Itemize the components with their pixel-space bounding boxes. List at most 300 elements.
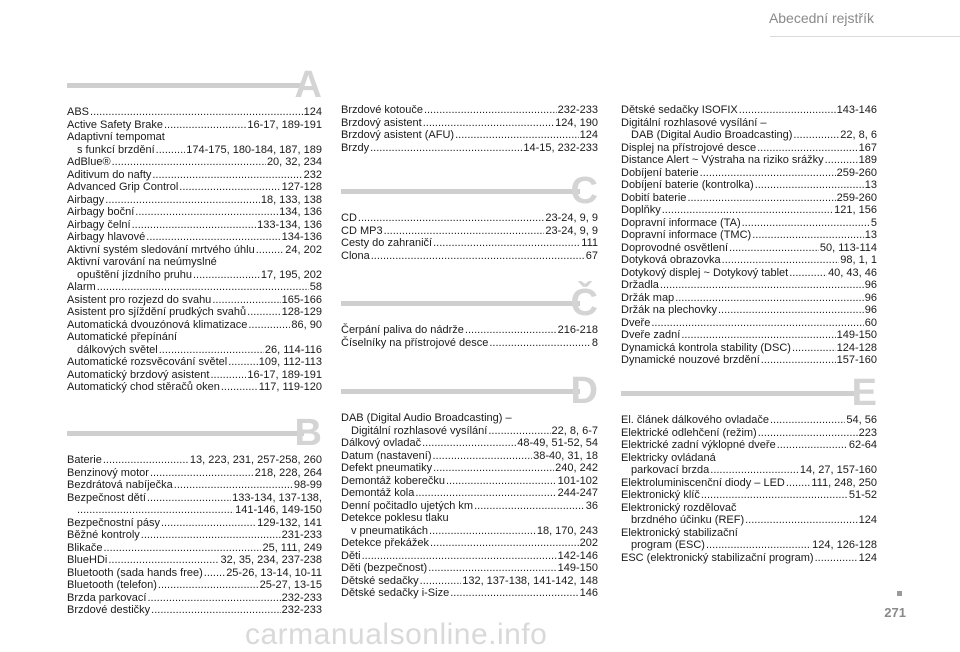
entry-term: program (ESC) [631, 539, 705, 551]
entry-pages: 157-160 [836, 354, 877, 366]
entry-term: Dětské sedačky [341, 574, 419, 587]
entry-pages: 223 [858, 426, 877, 439]
dot-leader [112, 156, 266, 169]
index-entry [341, 324, 598, 337]
dot-leader [687, 192, 835, 205]
entry-pages: 96 [864, 291, 877, 304]
entry-pages: 86, 90 [291, 318, 322, 331]
entry-pages: 202 [579, 537, 598, 549]
entry-pages: 133-134, 137-138, [232, 491, 322, 504]
entry-pages: 13 [864, 229, 877, 241]
entry-term: Clona [341, 249, 370, 262]
index-entry [621, 129, 877, 142]
entry-term: Dynamická kontrola stability (DSC) [621, 341, 791, 354]
dot-leader [681, 329, 835, 342]
dot-leader [221, 381, 258, 394]
entry-term: Asistent pro rozjezd do svahu [67, 293, 212, 306]
section-bar [341, 389, 580, 394]
index-entry [341, 500, 598, 513]
index-entry [67, 244, 322, 257]
entry-pages: 13, 223, 231, 257-258, 260 [189, 454, 322, 466]
entry-pages: 50, 113-114 [819, 241, 877, 254]
entry-term: Automatický chod stěračů oken [67, 381, 220, 393]
entry-pages: 127-128 [281, 181, 322, 193]
entries-b2 [341, 104, 598, 154]
dot-leader [362, 550, 557, 563]
dot-leader [489, 337, 591, 350]
dot-leader [792, 342, 836, 355]
entry-term: Elektronický stabilizační [621, 526, 738, 539]
entry-pages: 124 [858, 551, 877, 564]
index-entry [341, 425, 598, 438]
index-entry [621, 167, 877, 180]
entry-pages: 124 [579, 129, 598, 141]
section-head-c [341, 168, 598, 212]
dot-leader [465, 324, 557, 337]
index-entry [621, 354, 877, 367]
entry-pages: 14-15, 232-233 [523, 141, 598, 154]
index-entry [67, 294, 322, 307]
index-entry [341, 475, 598, 488]
index-entry [341, 412, 598, 425]
dot-leader [147, 492, 231, 505]
index-entry [67, 381, 322, 394]
entry-pages: 5 [870, 216, 877, 229]
dot-leader [146, 231, 280, 244]
entry-term: Držák map [621, 291, 675, 304]
entry-pages: 141-146, 149-150 [235, 504, 322, 516]
dot-leader [204, 567, 225, 580]
dot-leader [675, 292, 864, 305]
index-entry [621, 427, 877, 440]
entry-term: Dotyková obrazovka [621, 254, 721, 266]
entry-pages: 23-24, 9, 9 [545, 212, 598, 224]
column-e [621, 370, 877, 564]
dot-leader [651, 317, 863, 330]
entry-pages: 17, 195, 202 [260, 268, 322, 281]
entry-term: Airbagy hlavové [67, 231, 146, 243]
dot-leader [432, 450, 532, 463]
dot-leader [660, 279, 864, 292]
index-entry [67, 219, 322, 232]
entry-pages: 22, 8, 6 [840, 129, 877, 141]
index-entry [621, 142, 877, 155]
entry-term: Datum (nastavení) [341, 449, 432, 462]
index-entry [67, 281, 322, 294]
dot-leader [430, 537, 579, 550]
entry-pages: 25-27, 13-15 [259, 579, 322, 591]
dot-leader [825, 154, 858, 167]
index-entry [67, 492, 322, 505]
dot-leader [77, 504, 234, 517]
dot-leader [159, 344, 264, 357]
entry-pages: 232 [303, 168, 322, 181]
entry-pages: 231-233 [281, 529, 322, 541]
entry-term: Cesty do zahraničí [341, 237, 433, 249]
entry-term: Automatický brzdový asistent [67, 368, 210, 381]
index-entry [621, 514, 877, 527]
entry-term: Elektronický rozdělovač [621, 501, 737, 514]
dot-leader [424, 104, 557, 117]
dot-leader [371, 250, 585, 263]
entry-term: Elektrické zadní výklopné dveře [621, 439, 776, 451]
index-entry [341, 142, 598, 155]
index-entry [67, 131, 322, 144]
column-d2 [621, 104, 877, 367]
entry-term: ABS [67, 106, 90, 118]
entry-term: Dětské sedačky ISOFIX [621, 104, 738, 116]
entry-term: Automatické přepínání [67, 331, 178, 343]
dot-leader [152, 169, 302, 182]
entry-pages: 124, 190 [555, 116, 598, 129]
index-entry [341, 575, 598, 588]
entry-term: Automatické rozsvěcování světel [67, 356, 228, 368]
index-entry [621, 104, 877, 117]
column-a [67, 62, 322, 394]
dot-leader [710, 464, 799, 477]
dot-leader [135, 206, 278, 219]
entry-pages: 96 [864, 279, 877, 291]
dot-leader [474, 500, 585, 513]
dot-leader [132, 219, 257, 232]
entry-pages: 149-150 [557, 562, 598, 574]
entry-term: Demontáž kola [341, 487, 415, 499]
entry-term: DAB (Digital Audio Broadcasting) – [341, 412, 512, 424]
entry-term: Bezpečnost dětí [67, 491, 146, 504]
entries-b [67, 454, 322, 617]
index-entry [621, 539, 877, 552]
dot-leader [164, 119, 246, 132]
dot-leader [722, 254, 840, 267]
index-entry [341, 550, 598, 563]
entry-pages: 26, 114-116 [264, 343, 322, 356]
dot-leader [156, 144, 186, 157]
column-b [67, 410, 322, 617]
entry-pages: 189 [858, 154, 877, 166]
entry-term: dálkových světel [77, 343, 158, 356]
entry-pages: 240, 242 [555, 462, 598, 474]
index-entry [621, 154, 877, 167]
entry-term: Elektrické odlehčení (režim) [621, 426, 757, 439]
entry-pages: 60 [864, 316, 877, 329]
section-letter-b: B [294, 412, 322, 454]
entry-term: brzdného účinku (REF) [631, 514, 745, 526]
index-entry [621, 489, 877, 502]
entry-term: Advanced Grip Control [67, 181, 179, 193]
index-entry [621, 552, 877, 565]
index-entry [67, 529, 322, 542]
index-entry [341, 117, 598, 130]
index-entry [67, 604, 322, 617]
entry-pages: 16-17, 189-191 [247, 118, 322, 131]
index-entry [621, 329, 877, 342]
index-entry [67, 256, 322, 269]
index-entry [621, 179, 877, 192]
index-entry [67, 542, 322, 555]
dot-leader [429, 525, 536, 538]
dot-leader [256, 244, 285, 257]
section-bar [621, 391, 859, 396]
dot-leader [450, 587, 578, 600]
entry-term: Aktivní systém sledování mrtvého úhlu [67, 243, 255, 256]
entry-pages: 25-26, 13-14, 10-11 [226, 566, 322, 579]
entry-term: parkovací brzda [631, 464, 710, 476]
dot-leader [108, 554, 219, 567]
entry-term: Airbagy [67, 193, 105, 206]
index-entry [67, 479, 322, 492]
index-entry [621, 267, 877, 280]
dot-leader [103, 454, 189, 467]
entry-pages: 8 [591, 336, 598, 349]
entry-pages: 167 [858, 141, 877, 154]
entry-term: v pneumatikách [351, 524, 429, 537]
index-entry [67, 331, 322, 344]
dot-leader [786, 477, 810, 490]
entry-pages: 25, 111, 249 [262, 541, 322, 554]
index-entry [341, 337, 598, 350]
entry-pages: 62-64 [848, 439, 877, 451]
entry-term: Baterie [67, 454, 102, 466]
entry-term: Děti (bezpečnost) [341, 562, 428, 574]
index-entry [621, 464, 877, 477]
dot-leader [701, 489, 848, 502]
entry-pages: 58 [309, 281, 322, 293]
index-entry [67, 306, 322, 319]
entry-term: CD [341, 212, 357, 224]
entry-term: Elektroluminiscenční diody – LED [621, 476, 785, 489]
dot-leader [415, 487, 556, 500]
dot-leader [433, 237, 580, 250]
entry-term: CD MP3 [341, 224, 383, 237]
dot-leader [358, 212, 545, 225]
entry-pages: 133-134, 136 [257, 218, 322, 231]
entry-term: Držadla [621, 279, 659, 291]
index-entry [341, 225, 598, 238]
index-entry [341, 487, 598, 500]
index-entry [341, 537, 598, 550]
entry-pages: 232-233 [281, 591, 322, 604]
entry-pages: 67 [585, 249, 598, 262]
entry-pages: 32, 35, 234, 237-238 [220, 554, 322, 566]
index-entry [621, 242, 877, 255]
index-entry [341, 237, 598, 250]
entry-term: Automatická dvouzónová klimatizace [67, 318, 248, 331]
page-header-title: Abecední rejstřík [768, 10, 874, 26]
dot-leader [742, 217, 870, 230]
entry-pages: 218, 228, 264 [254, 466, 322, 479]
index-entry [67, 369, 322, 382]
entry-term: Bezpečnostní pásy [67, 516, 160, 529]
index-entry [67, 206, 322, 219]
dot-leader [370, 142, 522, 155]
index-entry [67, 231, 322, 244]
entry-term: Brzda parkovací [67, 591, 147, 604]
dot-leader [729, 242, 819, 255]
index-entry [621, 292, 877, 305]
dot-leader [761, 354, 836, 367]
watermark: carmanualsonline.info [245, 618, 548, 651]
entry-term: Aktivní varování na neúmyslné [67, 256, 217, 268]
entry-pages: 96 [864, 304, 877, 316]
dot-leader [757, 142, 858, 155]
entry-term: Číselníky na přístrojové desce [341, 336, 489, 349]
entry-pages: 13 [864, 179, 877, 191]
entry-term: Běžné kontroly [67, 529, 140, 541]
entry-term: Aditivum do nafty [67, 168, 152, 181]
entry-pages: 134-136 [281, 231, 322, 243]
entry-term: Dotykový displej ~ Dotykový tablet [621, 266, 789, 279]
section-head-d [341, 368, 598, 412]
entry-term: AdBlue® [67, 156, 111, 168]
entries-d [341, 412, 598, 600]
section-letter-e: E [851, 372, 877, 414]
entry-term: Dopravní informace (TMC) [621, 229, 752, 241]
index-entry [67, 467, 322, 480]
section-bar [341, 189, 580, 194]
dot-leader [752, 229, 864, 242]
column-b2 [341, 104, 598, 154]
entry-pages: 14, 27, 157-160 [799, 464, 877, 476]
index-entry [341, 562, 598, 575]
entry-term: Dveře [621, 316, 651, 329]
dot-leader [228, 356, 258, 369]
entry-term: Děti [341, 549, 361, 562]
entry-term: Elektronický klíč [621, 489, 700, 501]
column-c [341, 168, 598, 262]
section-letter-c: C [570, 170, 598, 212]
entry-term: ESC (elektronický stabilizační program) [621, 551, 814, 564]
dot-leader [423, 117, 554, 130]
entry-pages: 124-128 [836, 341, 877, 354]
entry-pages: 132, 137-138, 141-142, 148 [462, 574, 598, 587]
section-letter-d: D [570, 370, 598, 412]
dot-leader [179, 181, 280, 194]
dot-leader [158, 579, 259, 592]
section-letter-a: A [294, 64, 322, 106]
entry-term: Bezdrátová nabíječka [67, 479, 173, 491]
index-entry [67, 269, 322, 282]
dot-leader [147, 592, 280, 605]
entry-term: Dálkový ovladač [341, 437, 422, 449]
entry-term: Benzinový motor [67, 466, 149, 479]
entry-term: Elektricky ovládaná [621, 451, 716, 464]
dot-leader [420, 575, 462, 588]
index-entry [621, 452, 877, 465]
entries-ch [341, 324, 598, 349]
dot-leader [210, 369, 246, 382]
index-entry [67, 169, 322, 182]
dot-leader [141, 529, 281, 542]
entry-pages: 117, 119-120 [258, 381, 322, 393]
dot-leader [662, 204, 833, 217]
dot-leader [193, 269, 260, 282]
index-entry [341, 512, 598, 525]
entry-pages: 124, 126-128 [812, 539, 877, 551]
entry-term: s funkcí brzdění [77, 143, 155, 156]
index-entry [621, 192, 877, 205]
entry-term: Blikače [67, 541, 103, 554]
entry-pages: 16-17, 189-191 [247, 368, 322, 381]
index-entry [341, 129, 598, 142]
entry-term: Dveře zadní [621, 329, 681, 341]
index-entry [341, 525, 598, 538]
dot-leader [739, 104, 836, 117]
index-entry [621, 502, 877, 515]
entry-term: BlueHDi [67, 554, 108, 566]
index-entry [341, 104, 598, 117]
entries-a [67, 106, 322, 394]
entry-pages: 146 [579, 587, 598, 599]
entry-pages: 259-260 [836, 191, 877, 204]
entries-d2 [621, 104, 877, 367]
entry-term: Dobíjení baterie (kontrolka) [621, 179, 754, 191]
entry-term: Čerpání paliva do nádrže [341, 324, 464, 336]
dot-leader [174, 479, 293, 492]
entry-pages: 101-102 [557, 474, 598, 487]
entry-pages: 111 [581, 237, 598, 249]
dot-leader [706, 539, 811, 552]
entry-term: Airbagy čelní [67, 218, 131, 231]
entry-pages: 129-132, 141 [257, 516, 322, 529]
entry-term: Bluetooth (telefon) [67, 579, 157, 591]
entry-pages: 244-247 [557, 487, 598, 499]
index-entry [341, 587, 598, 600]
dot-leader [150, 467, 254, 480]
index-entry [621, 254, 877, 267]
entry-term: Doprovodné osvětlení [621, 241, 729, 254]
dot-leader [103, 542, 261, 555]
index-entry [67, 517, 322, 530]
index-entry [67, 194, 322, 207]
index-entry [341, 212, 598, 225]
page-number: 271 [884, 605, 906, 620]
entry-term: Dynamické nouzové brzdění [621, 354, 760, 366]
entry-pages: 143-146 [836, 104, 877, 116]
dot-leader [90, 106, 303, 119]
column-d [341, 368, 598, 600]
entry-pages: 36 [585, 499, 598, 512]
entry-term: Demontáž koberečku [341, 474, 445, 487]
entry-term: El. článek dálkového ovladače [621, 414, 769, 426]
entry-pages: 23-24, 9, 9 [545, 224, 598, 237]
index-entry [67, 592, 322, 605]
entry-term: Bluetooth (sada hands free) [67, 566, 203, 579]
dot-leader [248, 319, 290, 332]
entry-term: Denní počitadlo ujetých km [341, 499, 474, 512]
section-letter-ch: Č [570, 282, 598, 324]
dot-leader [758, 427, 858, 440]
dot-leader [718, 304, 864, 317]
section-head-a [67, 62, 322, 106]
page-marker [897, 591, 902, 596]
dot-leader [384, 225, 545, 238]
entry-pages: 232-233 [281, 604, 322, 616]
entry-pages: 38-40, 31, 18 [533, 449, 598, 462]
entry-term: Držák na plechovky [621, 304, 717, 316]
index-entry [621, 279, 877, 292]
index-entry [621, 217, 877, 230]
entry-pages: 98-99 [293, 479, 322, 491]
entry-term: Brzdové kotouče [341, 104, 423, 116]
dot-leader [446, 475, 557, 488]
entry-pages: 134, 136 [279, 206, 322, 218]
section-head-ch [341, 280, 598, 324]
entry-term: Digitální rozhlasové vysílání – [621, 116, 767, 129]
dot-leader [789, 267, 827, 280]
index-entry [621, 342, 877, 355]
entry-pages: 174-175, 180-184, 187, 189 [186, 143, 322, 156]
section-head-b [67, 410, 322, 454]
